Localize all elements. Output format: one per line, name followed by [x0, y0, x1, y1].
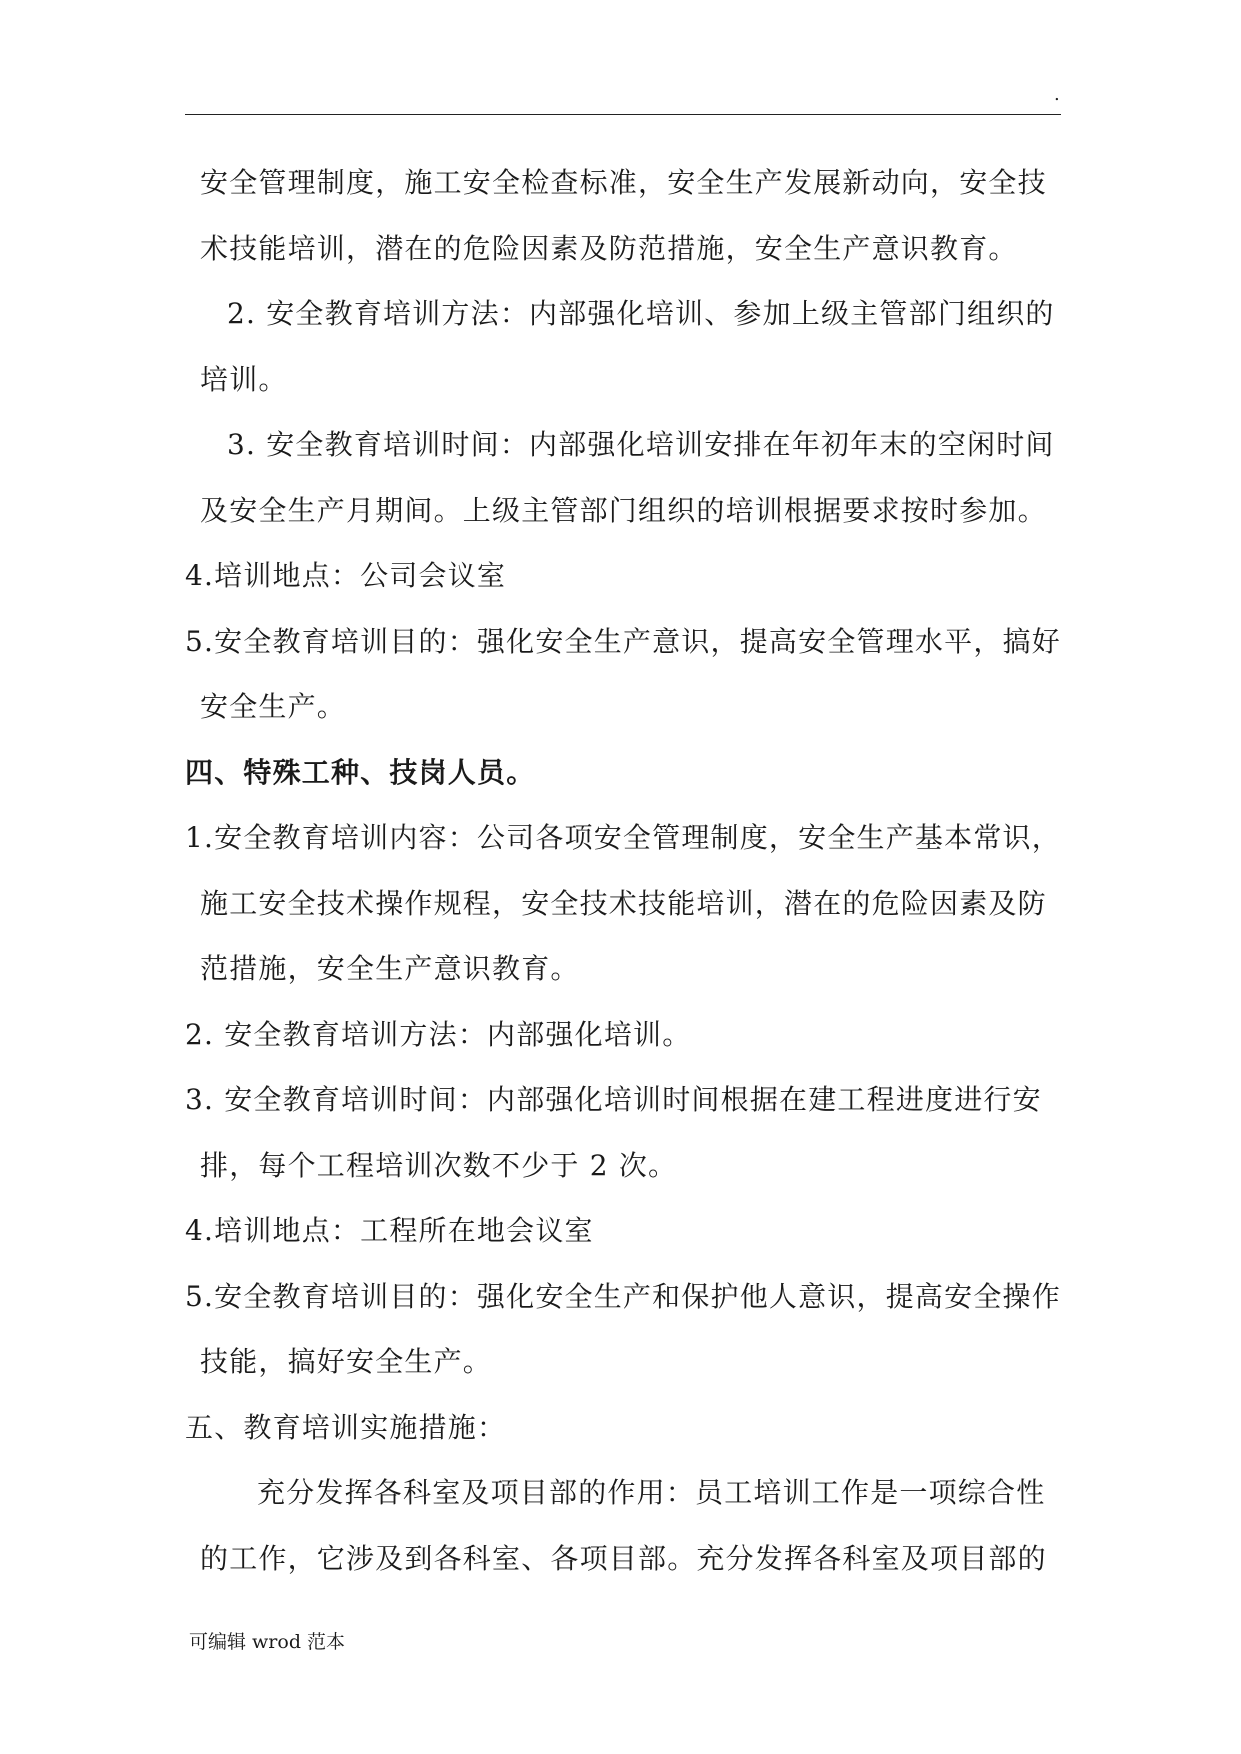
- text-line: 5.安全教育培训目的：强化安全生产意识，提高安全管理水平，搞好: [185, 624, 1061, 658]
- header-rule: [185, 114, 1061, 115]
- text-line: 术技能培训，潜在的危险因素及防范措施，安全生产意识教育。: [200, 231, 1018, 265]
- text-line: 4.培训地点：工程所在地会议室: [185, 1214, 594, 1247]
- text-line: 五、教育培训实施措施：: [185, 1410, 507, 1444]
- text-line: 安全生产。: [200, 690, 347, 723]
- text-line: 3. 安全教育培训时间：内部强化培训时间根据在建工程进度进行安: [185, 1083, 1042, 1116]
- text-line: 培训。: [200, 362, 288, 396]
- document-body: [185, 150, 1065, 1591]
- text-line: 1.安全教育培训内容：公司各项安全管理制度，安全生产基本常识，: [185, 821, 1061, 854]
- text-line: 安全管理制度，施工安全检查标准，安全生产发展新动向，安全技: [200, 166, 1047, 199]
- text-line: 范措施，安全生产意识教育。: [200, 952, 580, 985]
- text-line: 排，每个工程培训次数不少于 2 次。: [200, 1148, 678, 1182]
- text-line: 2. 安全教育培训方法：内部强化培训、参加上级主管部门组织的: [227, 297, 1055, 330]
- text-line: 及安全生产月期间。上级主管部门组织的培训根据要求按时参加。: [200, 493, 1047, 527]
- text-line: 5.安全教育培训目的：强化安全生产和保护他人意识，提高安全操作: [185, 1279, 1061, 1313]
- section-heading: 四、特殊工种、技岗人员。: [185, 755, 536, 789]
- text-line: 充分发挥各科室及项目部的作用：员工培训工作是一项综合性: [257, 1476, 1046, 1509]
- text-line: 3. 安全教育培训时间：内部强化培训安排在年初年末的空闲时间: [227, 428, 1055, 461]
- header-mark: .: [1054, 84, 1060, 105]
- text-line: 施工安全技术操作规程，安全技术技能培训，潜在的危险因素及防: [200, 886, 1047, 920]
- text-line: 技能，搞好安全生产。: [200, 1345, 493, 1378]
- footer-text: 可编辑 wrod 范本: [189, 1631, 346, 1653]
- text-line: 2. 安全教育培训方法：内部强化培训。: [185, 1017, 692, 1051]
- text-line: 4.培训地点：公司会议室: [185, 559, 507, 592]
- text-line: 的工作，它涉及到各科室、各项目部。充分发挥各科室及项目部的: [200, 1541, 1047, 1575]
